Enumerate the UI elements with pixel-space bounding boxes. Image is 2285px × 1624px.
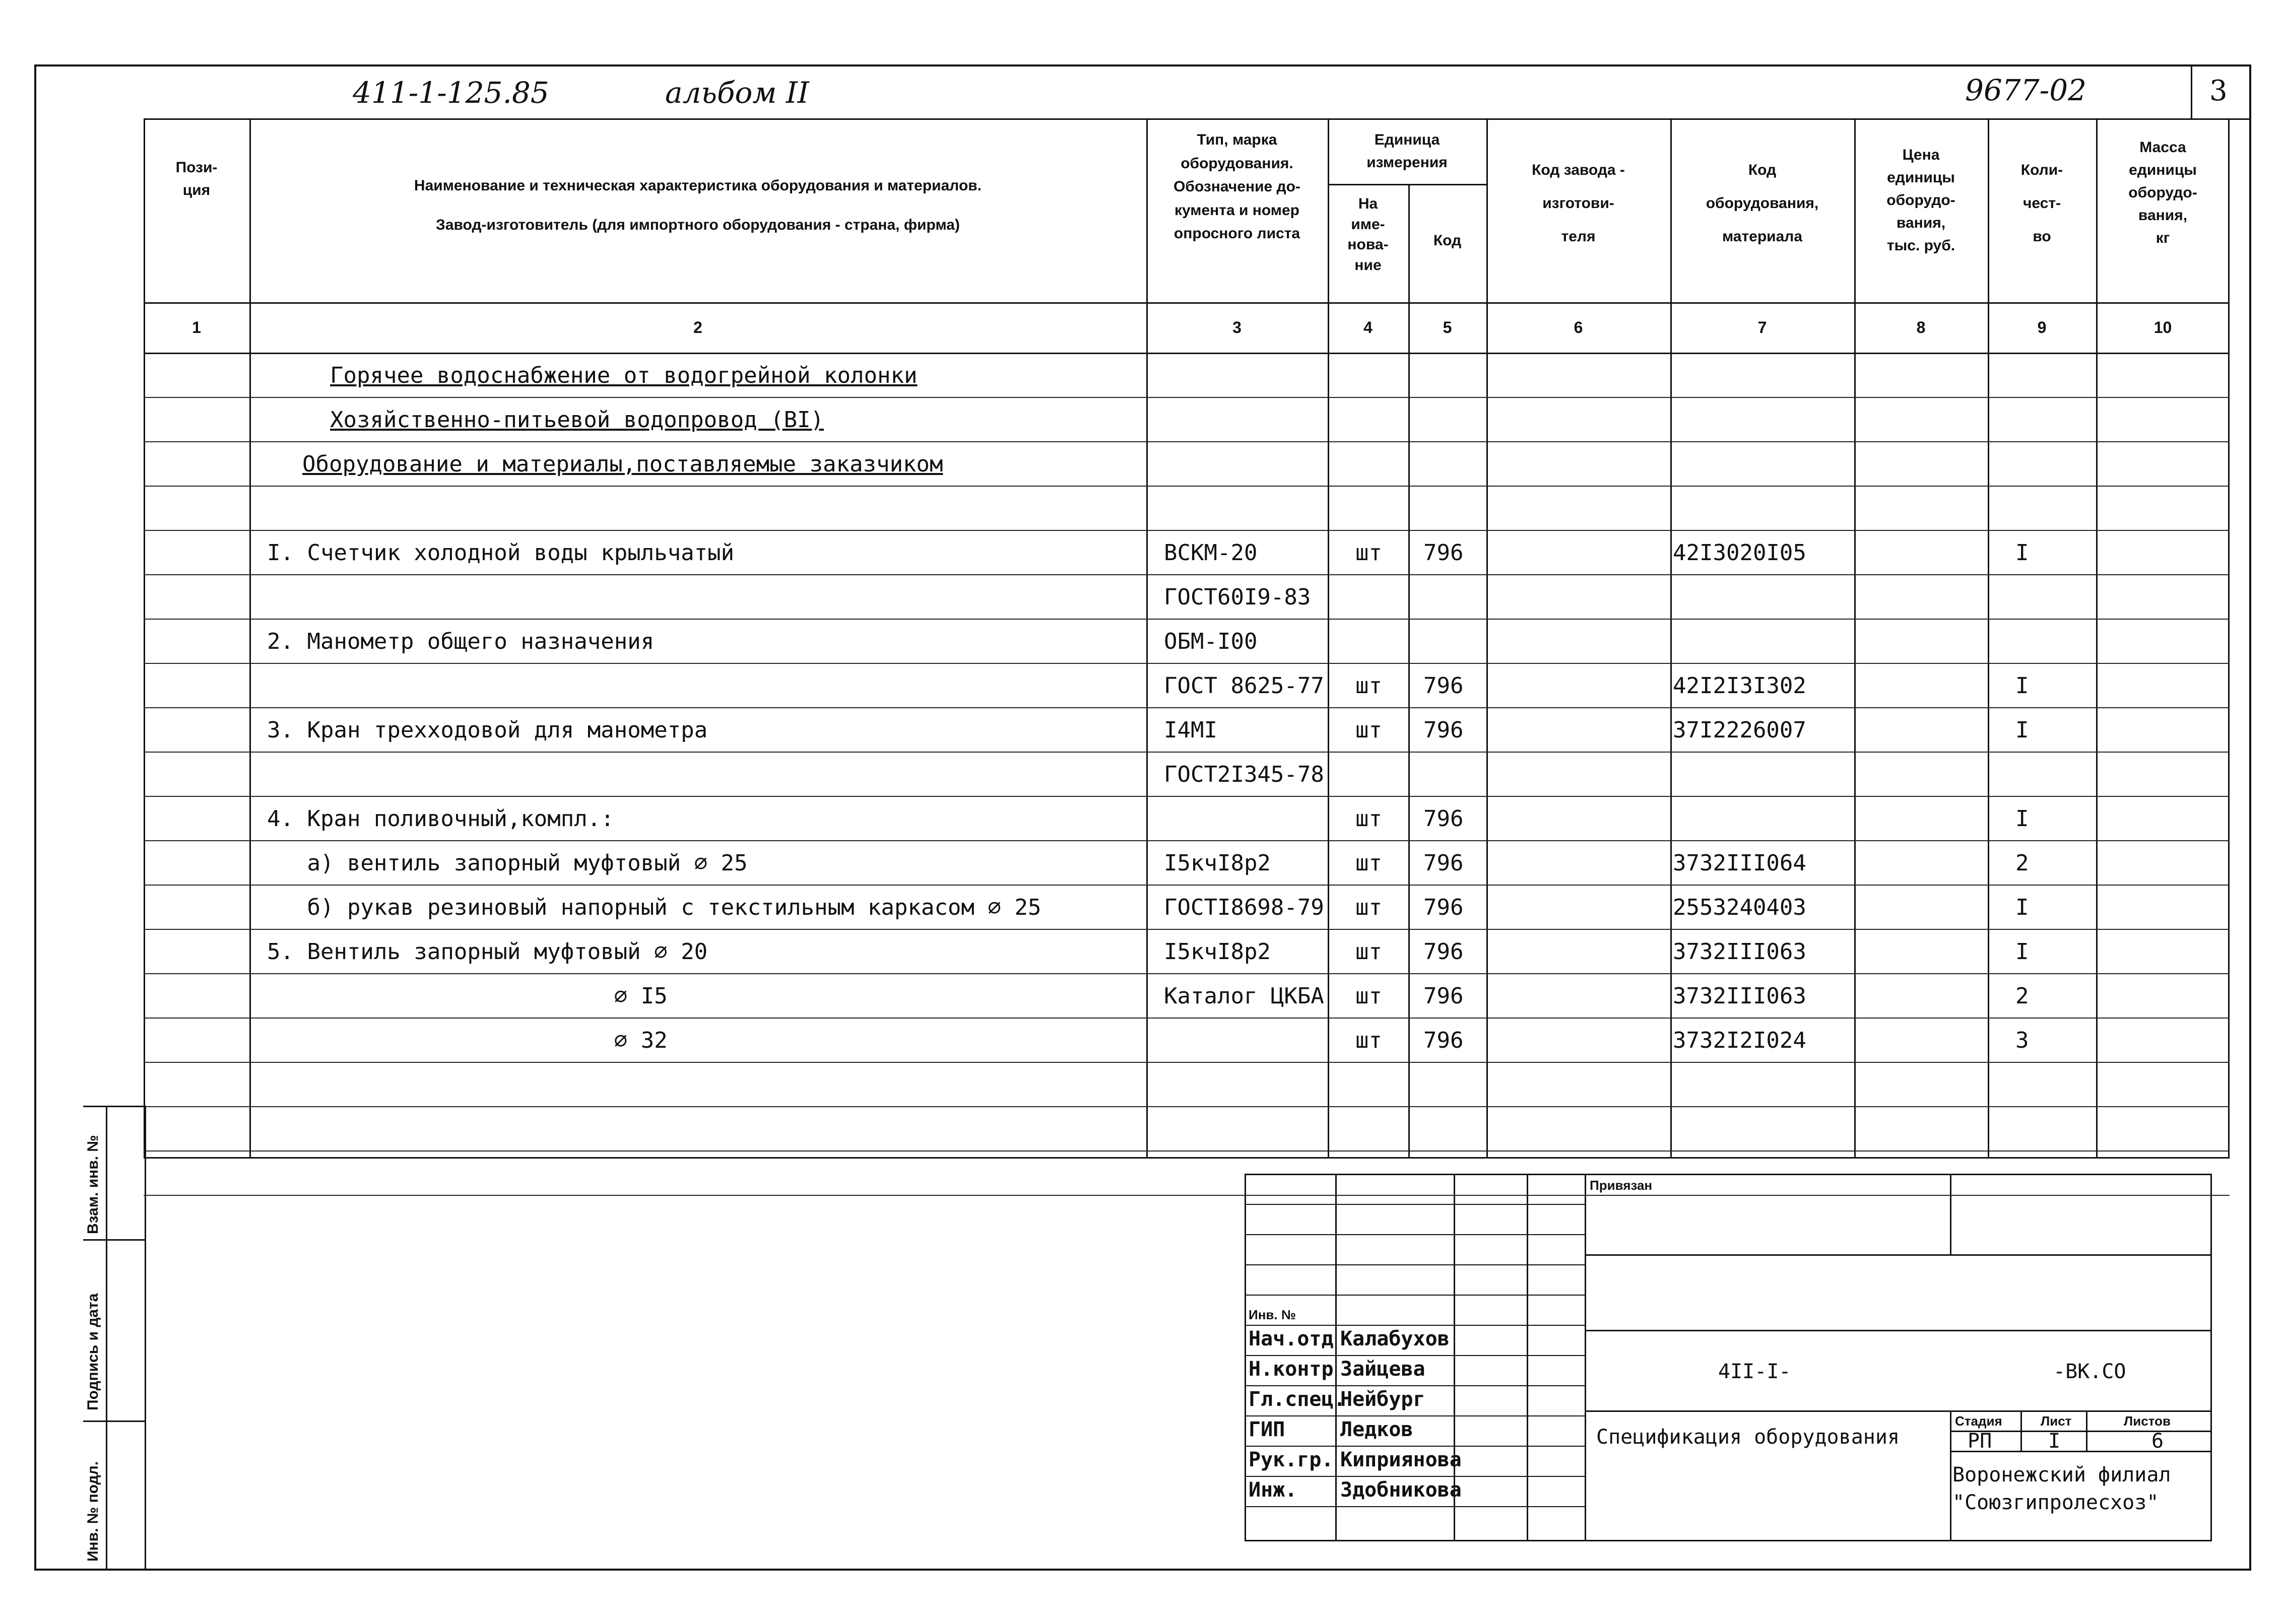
row-name: Оборудование и материалы,поставляемые заказчиком	[302, 451, 943, 477]
signer-role: ГИП	[1249, 1418, 1285, 1441]
col-line-7	[1854, 118, 1856, 1159]
inv-no-label: Инв. №	[1249, 1307, 1296, 1322]
row-equipment-code: 37I2226007	[1673, 717, 1806, 743]
title-block-grid-line	[1245, 1476, 1585, 1477]
table-row-line	[144, 1106, 2230, 1107]
table-row-line	[144, 840, 2230, 841]
doc-number-left: 4II-I-	[1718, 1360, 1791, 1383]
doc-number-right: -ВК.СО	[2053, 1360, 2126, 1383]
col-line-3	[1328, 118, 1329, 1159]
title-block-grid-line	[1245, 1355, 1585, 1356]
stage-label: Стадия	[1955, 1413, 2002, 1429]
table-row-line	[144, 796, 2230, 797]
row-unit-code: 796	[1423, 895, 1464, 920]
stage-value: РП	[1968, 1430, 1992, 1453]
row-unit-code: 796	[1423, 540, 1464, 566]
col-line-1	[249, 118, 251, 1159]
signer-role: Гл.спец.	[1249, 1388, 1346, 1411]
title-block-grid-line	[1245, 1234, 1585, 1235]
table-row-line	[144, 619, 2230, 620]
header-divider	[144, 302, 2230, 304]
table-row-line	[144, 574, 2230, 575]
title-block-grid-line	[1245, 1415, 1585, 1416]
row-unit: шт	[1355, 717, 1382, 743]
row-quantity: I	[2015, 673, 2029, 699]
row-type: ГОСТI8698-79	[1164, 895, 1324, 920]
row-type: ГОСТ 8625-77	[1164, 673, 1324, 699]
unit-group-divider	[1328, 184, 1486, 185]
row-type: I5кчI8р2	[1164, 850, 1271, 876]
signer-name: Киприянова	[1340, 1448, 1462, 1471]
side-label-signature-date: Подпись и дата	[85, 1293, 101, 1410]
side-label-replace-inv: Взам. инв. №	[85, 1135, 101, 1234]
organization-line-2: "Союзгипролесхоз"	[1952, 1491, 2159, 1514]
col-line-4	[1408, 184, 1410, 1159]
row-unit: шт	[1355, 850, 1382, 876]
row-equipment-code: 3732III063	[1673, 939, 1806, 965]
col-title-8: Цена единицы оборудо- вания, тыс. руб.	[1886, 147, 1955, 254]
signer-role: Нач.отд	[1249, 1327, 1334, 1350]
col-num-4: 4	[1363, 318, 1373, 336]
tb-v1	[1335, 1174, 1337, 1541]
row-name: 5. Вентиль запорный муфтовый ∅ 20	[267, 939, 708, 965]
document-title: Спецификация оборудования	[1596, 1426, 1900, 1449]
sheets-value: 6	[2151, 1430, 2164, 1453]
row-name: 4. Кран поливочный,компл.:	[267, 806, 614, 832]
row-type: ГОСТ2I345-78	[1164, 762, 1324, 787]
row-unit-code: 796	[1423, 673, 1464, 699]
col-title-1: Пози- ция	[175, 159, 218, 198]
col-title-2: Наименование и техническая характеристика оборудования и материалов. Завод-изготовитель (для импортного оборудования - страна, фирма)	[414, 177, 982, 233]
signer-name: Зайцева	[1340, 1358, 1425, 1381]
row-equipment-code: 3732I2I024	[1673, 1028, 1806, 1053]
table-row-line	[144, 1151, 2230, 1152]
col-num-7: 7	[1757, 318, 1767, 336]
row-unit: шт	[1355, 939, 1382, 965]
signer-name: Здобникова	[1340, 1478, 1462, 1502]
sheets-label: Листов	[2124, 1413, 2171, 1429]
album-label: альбом II	[665, 76, 809, 110]
row-unit-code: 796	[1423, 1028, 1464, 1053]
privyazan-label: Привязан	[1590, 1178, 1653, 1193]
tb-r-v1	[1950, 1174, 1951, 1254]
table-row-line	[144, 973, 2230, 974]
side-divider-1	[83, 1239, 146, 1241]
row-unit: шт	[1355, 673, 1382, 699]
row-type: I4MI	[1164, 717, 1217, 743]
row-name: ∅ 32	[267, 1028, 668, 1053]
sheet-value: I	[2048, 1430, 2061, 1453]
row-name: 3. Кран трехходовой для манометра	[267, 717, 708, 743]
side-divider-2	[83, 1420, 146, 1422]
row-type: ВСКМ-20	[1164, 540, 1258, 566]
col-num-1: 1	[192, 318, 201, 336]
col-line-9	[2096, 118, 2098, 1159]
tb-r-h3	[1585, 1410, 2212, 1412]
table-row-line	[144, 929, 2230, 930]
row-quantity: 2	[2015, 850, 2029, 876]
table-row-line	[144, 707, 2230, 708]
title-block-grid-line	[1245, 1446, 1585, 1447]
col-num-10: 10	[2153, 318, 2172, 336]
row-equipment-code: 42I3020I05	[1673, 540, 1806, 566]
table-row-line	[144, 663, 2230, 664]
row-quantity: I	[2015, 540, 2029, 566]
col-title-3: Тип, марка оборудования. Обозначение до- кумента и номер опросного листа	[1173, 131, 1300, 242]
row-name: I. Счетчик холодной воды крыльчатый	[267, 540, 735, 566]
signer-role: Инж.	[1249, 1478, 1297, 1502]
table-row-line	[144, 1018, 2230, 1019]
col-title-6: Код завода - изготови- теля	[1532, 162, 1625, 245]
signer-name: Калабухов	[1340, 1327, 1450, 1350]
tb-v4	[1585, 1174, 1586, 1541]
table-row-line	[144, 441, 2230, 442]
row-quantity: I	[2015, 895, 2029, 920]
signer-role: Рук.гр.	[1249, 1448, 1334, 1471]
row-unit: шт	[1355, 540, 1382, 566]
col-num-3: 3	[1232, 318, 1242, 336]
signer-role: Н.контр	[1249, 1358, 1334, 1381]
row-quantity: 3	[2015, 1028, 2029, 1053]
col-num-5: 5	[1443, 318, 1452, 336]
row-type: I5кчI8р2	[1164, 939, 1271, 965]
row-quantity: 2	[2015, 983, 2029, 1009]
col-line-2	[1146, 118, 1148, 1159]
signer-name: Ледков	[1340, 1418, 1413, 1441]
row-equipment-code: 42I2I3I302	[1673, 673, 1806, 699]
tb-v3	[1527, 1174, 1528, 1541]
title-block-grid-line	[1245, 1295, 1585, 1296]
title-block-grid-line	[1245, 1204, 1585, 1205]
col-title-7: Код оборудования, материала	[1706, 162, 1819, 245]
row-quantity: I	[2015, 717, 2029, 743]
row-equipment-code: 3732III063	[1673, 983, 1806, 1009]
col-num-9: 9	[2037, 318, 2047, 336]
row-equipment-code: 3732III064	[1673, 850, 1806, 876]
table-row-line	[144, 752, 2230, 753]
title-block-grid-line	[1245, 1506, 1585, 1507]
row-unit-code: 796	[1423, 939, 1464, 965]
doc-code: 411-1-125.85	[353, 76, 549, 110]
row-unit: шт	[1355, 1028, 1382, 1053]
row-unit-code: 796	[1423, 983, 1464, 1009]
row-type: Каталог ЦКБА	[1164, 983, 1324, 1009]
row-type: ГОСТ60I9-83	[1164, 584, 1311, 610]
row-unit: шт	[1355, 806, 1382, 832]
unit-group-title: Единица измерения	[1366, 131, 1448, 171]
row-quantity: I	[2015, 939, 2029, 965]
row-name: Горячее водоснабжение от водогрейной колонки	[330, 363, 918, 388]
row-unit-code: 796	[1423, 806, 1464, 832]
sheet-number: 3	[2209, 75, 2228, 107]
table-row-line	[144, 486, 2230, 487]
title-block-grid-line	[1245, 1264, 1585, 1265]
row-name: а) вентиль запорный муфтовый ∅ 25	[267, 850, 748, 876]
col-num-2: 2	[693, 318, 702, 336]
table-row-line	[144, 885, 2230, 886]
row-unit-code: 796	[1423, 850, 1464, 876]
side-divider-v	[106, 1106, 107, 1571]
col-line-6	[1670, 118, 1672, 1159]
row-quantity: I	[2015, 806, 2029, 832]
sheet-label: Лист	[2041, 1413, 2072, 1429]
tb-r-h2	[1585, 1330, 2212, 1331]
row-type: ОБМ-I00	[1164, 629, 1258, 654]
organization-line-1: Воронежский филиал	[1952, 1463, 2171, 1486]
row-name: Хозяйственно-питьевой водопровод (BI)	[330, 407, 824, 433]
row-unit: шт	[1355, 895, 1382, 920]
row-unit: шт	[1355, 983, 1382, 1009]
col-line-8	[1988, 118, 1989, 1159]
col-title-4: На име- нова- ние	[1347, 195, 1389, 274]
column-number-divider	[144, 353, 2230, 354]
title-block-grid-line	[1245, 1385, 1585, 1386]
row-equipment-code: 2553240403	[1673, 895, 1806, 920]
title-block-grid-line	[1245, 1325, 1585, 1326]
signer-name: Нейбург	[1340, 1388, 1425, 1411]
row-name: ∅ I5	[267, 983, 668, 1009]
col-line-5	[1486, 118, 1488, 1159]
row-name: 2. Манометр общего назначения	[267, 629, 655, 654]
tb-r-h1	[1585, 1254, 2212, 1256]
col-title-10: Масса единицы оборудо- вания, кг	[2128, 139, 2197, 246]
table-row-line	[144, 397, 2230, 398]
stage-v0	[1950, 1410, 1951, 1541]
col-title-9: Коли- чест- во	[2020, 162, 2063, 245]
archive-number: 9677-02	[1965, 73, 2087, 107]
side-label-orig-inv: Инв. № подл.	[85, 1461, 101, 1562]
row-unit-code: 796	[1423, 717, 1464, 743]
col-title-5: Код	[1433, 232, 1462, 249]
col-num-6: 6	[1574, 318, 1583, 336]
table-row-line	[144, 1062, 2230, 1063]
table-row-line	[144, 530, 2230, 531]
row-name: б) рукав резиновый напорный с текстильным каркасом ∅ 25	[267, 895, 1041, 920]
col-num-8: 8	[1916, 318, 1926, 336]
